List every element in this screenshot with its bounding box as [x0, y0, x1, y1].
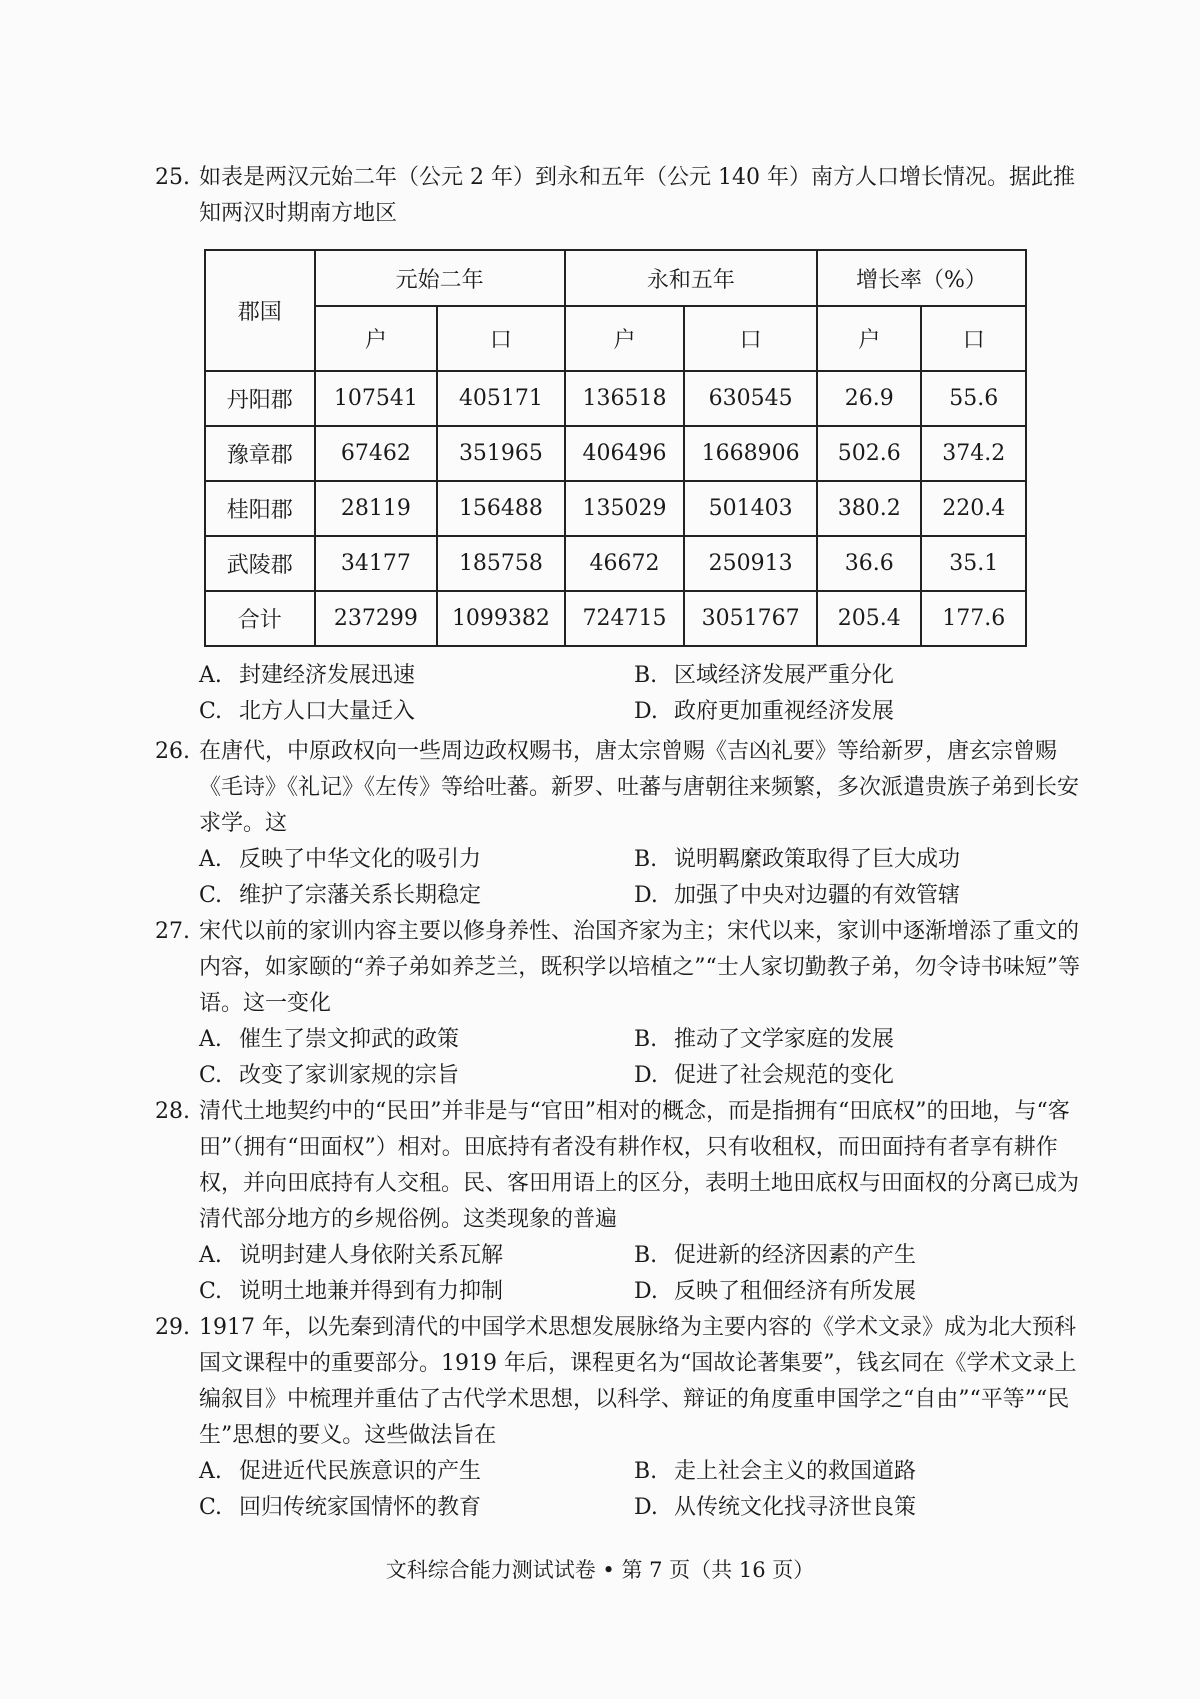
table-row [205, 591, 1026, 646]
question-25 [155, 160, 1085, 232]
table-cell: 35.1 [921, 536, 1026, 591]
table-sub-header: 口 [921, 306, 1026, 371]
table-cell: 405171 [437, 371, 565, 426]
option-b[interactable]: B. 推动了文学家庭的发展 [634, 1027, 895, 1052]
table-cell: 220.4 [921, 481, 1026, 536]
option-c[interactable]: C. 维护了宗藩关系长期稳定 [199, 883, 482, 908]
table-sub-header: 口 [437, 306, 565, 371]
option-d[interactable]: D. 政府更加重视经济发展 [634, 699, 895, 724]
table-cell: 380.2 [817, 481, 922, 536]
option-a[interactable]: A. 促进近代民族意识的产生 [199, 1459, 482, 1484]
table-group-header: 增长率（%） [817, 250, 1026, 306]
question-stem: 清代土地契约中的“民田”并非是与“官田”相对的概念，而是指拥有“田底权”的田地，与“客田”（拥有“田面权”）相对。田底持有者没有耕作权，只有收租权，而田面持有者享有耕作权，并向田底持有人交租。民、客田用语上的区分，表明土地田底权与田面权的分离已成为清代部分地方的乡规俗例。这类现象的普遍 [199, 1099, 1080, 1232]
table-sub-header: 户 [315, 306, 438, 371]
table-cell: 1668906 [684, 426, 817, 481]
table-group-header: 永和五年 [565, 250, 817, 306]
question-27 [155, 914, 1085, 1022]
option-c[interactable]: C. 改变了家训家规的宗旨 [199, 1063, 460, 1088]
table-cell: 351965 [437, 426, 565, 481]
question-number: 27. [155, 919, 190, 944]
table-cell: 630545 [684, 371, 817, 426]
question-27-options [199, 1022, 1079, 1094]
table-sub-header: 户 [565, 306, 685, 371]
table-row [205, 426, 1026, 481]
population-table [204, 249, 1027, 647]
table-cell: 136518 [565, 371, 685, 426]
table-cell: 501403 [684, 481, 817, 536]
table-row-label: 桂阳郡 [205, 481, 315, 536]
option-b[interactable]: B. 促进新的经济因素的产生 [634, 1243, 917, 1268]
table-cell: 406496 [565, 426, 685, 481]
table-row [205, 481, 1026, 536]
question-25-options [199, 658, 1079, 730]
option-c[interactable]: C. 北方人口大量迁入 [199, 699, 416, 724]
question-26 [155, 734, 1085, 842]
table-cell: 28119 [315, 481, 438, 536]
question-number: 28. [155, 1099, 190, 1124]
table-cell: 107541 [315, 371, 438, 426]
question-stem: 在唐代，中原政权向一些周边政权赐书，唐太宗曾赐《吉凶礼要》等给新罗，唐玄宗曾赐《毛诗》《礼记》《左传》等给吐蕃。新罗、吐蕃与唐朝往来频繁，多次派遣贵族子弟到长安求学。这 [199, 739, 1080, 836]
table-row-label: 豫章郡 [205, 426, 315, 481]
table-row [205, 536, 1026, 591]
table-cell: 237299 [315, 591, 438, 646]
table-cell: 135029 [565, 481, 685, 536]
table-cell: 67462 [315, 426, 438, 481]
table-row-label: 武陵郡 [205, 536, 315, 591]
table-row-label: 丹阳郡 [205, 371, 315, 426]
table-row-label: 合计 [205, 591, 315, 646]
option-a[interactable]: A. 反映了中华文化的吸引力 [199, 847, 482, 872]
table-sub-header: 户 [817, 306, 922, 371]
option-d[interactable]: D. 从传统文化找寻济世良策 [634, 1495, 917, 1520]
question-number: 25. [155, 165, 190, 190]
option-a[interactable]: A. 说明封建人身依附关系瓦解 [199, 1243, 504, 1268]
option-d[interactable]: D. 促进了社会规范的变化 [634, 1063, 895, 1088]
question-stem: 宋代以前的家训内容主要以修身养性、治国齐家为主；宋代以来，家训中逐渐增添了重文的内容，如家颐的“养子弟如养芝兰，既积学以培植之”“士人家切勤教子弟，勿令诗书味短”等语。这一变化 [199, 919, 1080, 1016]
question-29-options [199, 1454, 1079, 1526]
option-b[interactable]: B. 走上社会主义的救国道路 [634, 1459, 917, 1484]
table-cell: 26.9 [817, 371, 922, 426]
question-29 [155, 1310, 1085, 1454]
table-cell: 724715 [565, 591, 685, 646]
table-cell: 185758 [437, 536, 565, 591]
table-cell: 36.6 [817, 536, 922, 591]
question-28 [155, 1094, 1085, 1238]
table-row [205, 371, 1026, 426]
table-cell: 34177 [315, 536, 438, 591]
question-28-options [199, 1238, 1079, 1310]
table-cell: 156488 [437, 481, 565, 536]
option-a[interactable]: A. 封建经济发展迅速 [199, 663, 416, 688]
question-number: 26. [155, 739, 190, 764]
option-c[interactable]: C. 回归传统家国情怀的教育 [199, 1495, 482, 1520]
table-cell: 3051767 [684, 591, 817, 646]
table-group-header: 元始二年 [315, 250, 565, 306]
table-cell: 205.4 [817, 591, 922, 646]
option-a[interactable]: A. 催生了崇文抑武的政策 [199, 1027, 460, 1052]
table-cell: 502.6 [817, 426, 922, 481]
question-stem: 1917 年，以先秦到清代的中国学术思想发展脉络为主要内容的《学术文录》成为北大预科国文课程中的重要部分。1919 年后，课程更名为“国故论著集要”，钱玄同在《学术文录上编叙目》中梳理并重估了古代学术思想，以科学、辩证的角度重申国学之“自由”“平等”“民生”思想的要义。这些做法旨在 [199, 1315, 1077, 1448]
table-cell: 55.6 [921, 371, 1026, 426]
option-d[interactable]: D. 加强了中央对边疆的有效管辖 [634, 883, 961, 908]
question-number: 29. [155, 1315, 190, 1340]
table-cell: 1099382 [437, 591, 565, 646]
table-sub-header: 口 [684, 306, 817, 371]
option-c[interactable]: C. 说明土地兼并得到有力抑制 [199, 1279, 504, 1304]
table-cell: 46672 [565, 536, 685, 591]
page-footer: 文科综合能力测试试卷 • 第 7 页（共 16 页） [385, 1558, 815, 1582]
table-cell: 374.2 [921, 426, 1026, 481]
question-stem: 如表是两汉元始二年（公元 2 年）到永和五年（公元 140 年）南方人口增长情况。据此推知两汉时期南方地区 [199, 165, 1075, 226]
option-d[interactable]: D. 反映了租佃经济有所发展 [634, 1279, 917, 1304]
option-b[interactable]: B. 区域经济发展严重分化 [634, 663, 895, 688]
table-cell: 177.6 [921, 591, 1026, 646]
question-26-options [199, 842, 1079, 914]
table-corner: 郡国 [205, 250, 315, 371]
table-cell: 250913 [684, 536, 817, 591]
option-b[interactable]: B. 说明羁縻政策取得了巨大成功 [634, 847, 961, 872]
